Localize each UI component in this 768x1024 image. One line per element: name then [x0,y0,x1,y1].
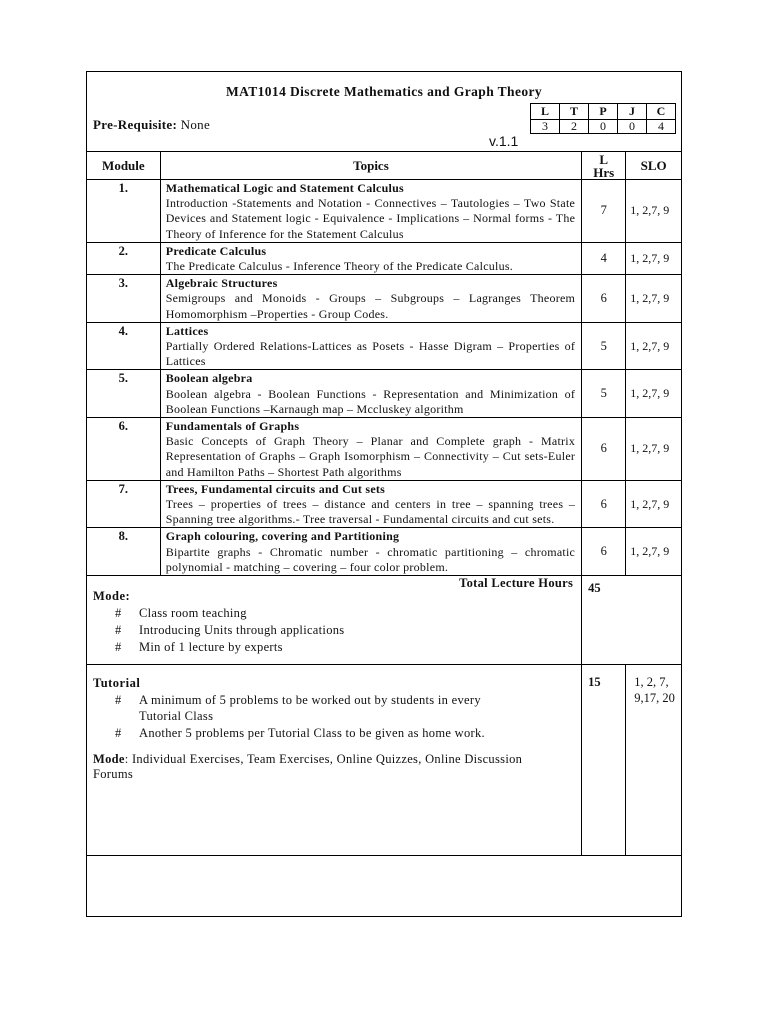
module-row [87,528,681,576]
ltpjc-header-l: L [531,104,560,120]
module-hours: 6 [582,418,626,481]
module-number: 1. [87,180,160,243]
module-topic-cell [160,322,581,370]
ltpjc-value-t: 2 [560,120,589,134]
module-row [87,275,681,323]
tutorial-mode-label: Mode [93,751,125,766]
module-topic-cell [160,242,581,274]
module-slo: 1, 2,7, 9 [626,275,681,323]
tutorial-item-text: Another 5 problems per Tutorial Class to be given as home work. [139,726,485,741]
module-description: Trees – properties of trees – distance and centers in tree – spanning trees – Spanning tree algorithms.- Tree traversal - Fundamental circuits and cut sets. [165,497,576,527]
total-lecture-cell [87,576,582,665]
mode-item-text: Class room teaching [139,606,247,621]
module-number: 6. [87,418,160,481]
module-slo: 1, 2,7, 9 [626,242,681,274]
header-slo: SLO [626,152,681,180]
total-lecture-label: Total Lecture Hours [459,576,574,591]
module-description: Boolean algebra - Boolean Functions - Representation and Minimization of Boolean Functions –Karnaugh map – Mccluskey algorithm [165,386,576,416]
tutorial-item [87,726,581,744]
tutorial-cell [87,665,582,856]
module-hours: 5 [582,370,626,418]
module-number: 8. [87,528,160,576]
header-hours [582,152,626,180]
ltpjc-value-l: 3 [531,120,560,134]
module-slo: 1, 2,7, 9 [626,322,681,370]
module-row [87,180,681,243]
module-row [87,480,681,528]
mode-item-text: Min of 1 lecture by experts [139,640,283,655]
syllabus-document [86,71,682,917]
course-header [87,72,681,151]
module-number: 4. [87,322,160,370]
module-slo: 1, 2,7, 9 [626,370,681,418]
bullet-hash: # [115,606,122,621]
module-hours: 7 [582,180,626,243]
prerequisite-value: None [180,117,211,132]
module-hours: 5 [582,322,626,370]
module-slo: 1, 2,7, 9 [626,180,681,243]
bullet-hash: # [115,726,122,741]
module-description: The Predicate Calculus - Inference Theory of the Predicate Calculus. [165,259,514,274]
bullet-hash: # [115,623,122,638]
module-hours: 6 [582,275,626,323]
module-number: 5. [87,370,160,418]
tutorial-mode [87,744,581,783]
mode-list [87,605,581,656]
total-lecture-hours: 45 [582,576,681,665]
mode-item [87,639,581,656]
ltpjc-header-c: C [647,104,676,120]
module-row [87,370,681,418]
table-header-row [87,152,681,180]
module-slo: 1, 2,7, 9 [626,528,681,576]
module-description: Basic Concepts of Graph Theory – Planar and Complete graph - Matrix Representation of Graphs – Graph Isomorphism – Connectivity – Cut sets-Euler and Hamilton Paths – Shortest Path algorithms [165,434,576,479]
module-topic-cell [160,275,581,323]
module-number: 3. [87,275,160,323]
module-description: Bipartite graphs - Chromatic number - chromatic partitioning – chromatic polynomial - matching – covering – four color problem. [165,544,576,574]
tutorial-row [87,665,681,856]
module-topic-cell [160,480,581,528]
module-title: Graph colouring, covering and Partitioning [165,529,400,544]
mode-item-text: Introducing Units through applications [139,623,345,638]
bullet-hash: # [115,693,122,708]
module-row [87,418,681,481]
ltpjc-header-j: J [618,104,647,120]
ltpjc-value-p: 0 [589,120,618,134]
tutorial-title: Tutorial [93,676,141,691]
module-description: Introduction -Statements and Notation - Connectives – Tautologies – Two State Devices and Statement logic - Equivalence - Implications – Normal forms - The Theory of Inference for the Statement Calculus [165,196,576,241]
module-title: Fundamentals of Graphs [165,419,300,434]
course-title: MAT1014 Discrete Mathematics and Graph Theory [225,84,543,99]
module-hours: 4 [582,242,626,274]
header-module: Module [87,152,160,180]
tutorial-item [87,693,581,726]
ltpjc-credit-table [530,103,676,134]
module-slo: 1, 2,7, 9 [626,480,681,528]
version-label: v.1.1 [489,133,519,149]
ltpjc-value-j: 0 [618,120,647,134]
tutorial-item-text: A minimum of 5 problems to be worked out by students in every Tutorial Class [139,693,481,723]
tutorial-hours: 15 [582,665,626,856]
tutorial-slo: 1, 2, 7, 9,17, 20 [626,665,681,856]
module-title: Lattices [165,323,209,338]
module-row [87,242,681,274]
module-topic-cell [160,180,581,243]
module-row [87,322,681,370]
mode-item [87,605,581,622]
module-number: 2. [87,242,160,274]
bullet-hash: # [115,640,122,655]
module-description: Semigroups and Monoids - Groups – Subgroups – Lagranges Theorem Homomorphism –Properties - Group Codes. [165,291,576,321]
prerequisite [93,117,210,133]
module-title: Predicate Calculus [165,243,267,258]
module-topic-cell [160,418,581,481]
tutorial-list [87,693,581,744]
ltpjc-header-p: P [589,104,618,120]
mode-item [87,622,581,639]
module-topic-cell [160,370,581,418]
header-hours-text: L Hrs [593,151,615,180]
tutorial-mode-text: : Individual Exercises, Team Exercises, Online Quizzes, Online Discussion Forums [93,751,523,782]
module-topic-cell [160,528,581,576]
module-number: 7. [87,480,160,528]
mode-title: Mode: [93,589,131,604]
module-title: Algebraic Structures [165,276,278,291]
module-hours: 6 [582,480,626,528]
module-title: Trees, Fundamental circuits and Cut sets [165,481,386,496]
total-lecture-row [87,576,681,665]
ltpjc-header-t: T [560,104,589,120]
syllabus-table [87,151,681,856]
module-description: Partially Ordered Relations-Lattices as Posets - Hasse Digram – Properties of Lattices [165,339,576,369]
module-slo: 1, 2,7, 9 [626,418,681,481]
module-title: Mathematical Logic and Statement Calculus [165,181,404,195]
prerequisite-label: Pre-Requisite: [93,117,178,132]
header-topics: Topics [160,152,581,180]
module-title: Boolean algebra [165,371,253,386]
module-hours: 6 [582,528,626,576]
ltpjc-value-c: 4 [647,120,676,134]
